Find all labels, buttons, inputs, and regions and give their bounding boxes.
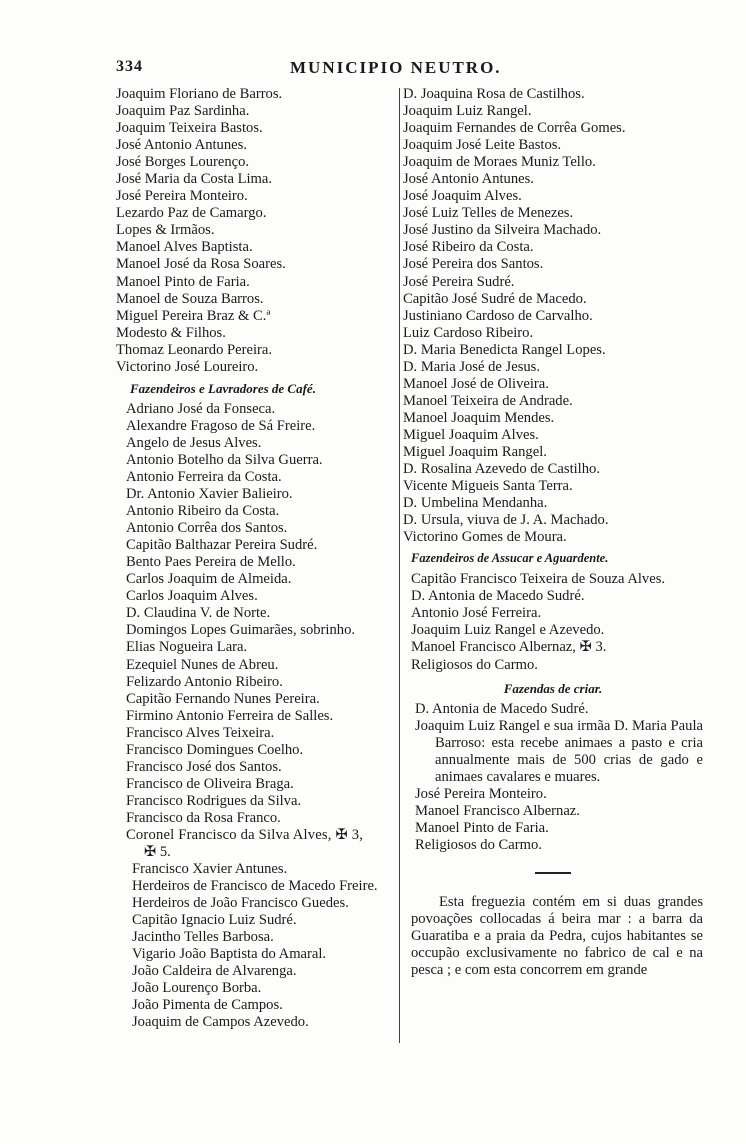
cafe-heading: Fazendeiros e Lavradores de Café.	[130, 380, 316, 396]
list-item: Capitão Balthazar Pereira Sudré.	[126, 537, 318, 554]
assucar-name-list	[411, 588, 703, 673]
list-item: Firmino Antonio Ferreira de Salles.	[126, 707, 334, 724]
list-item: Justiniano Cardoso de Carvalho.	[403, 307, 593, 324]
list-item: Miguel Joaquim Rangel.	[403, 443, 547, 460]
list-item: Joaquim Paz Sardinha.	[116, 103, 250, 120]
list-item: Francisco Xavier Antunes.	[132, 861, 288, 878]
list-item: Carlos Joaquim de Almeida.	[126, 571, 292, 588]
list-item: Manoel Teixeira de Andrade.	[403, 392, 573, 409]
list-item: Dr. Antonio Xavier Balieiro.	[126, 486, 293, 503]
list-item: José Antonio Antunes.	[116, 137, 247, 154]
list-item: Religiosos do Carmo.	[415, 836, 542, 853]
list-item: Antonio Ferreira da Costa.	[126, 468, 282, 485]
criar-heading: Fazendas de criar.	[503, 680, 603, 696]
list-item: Francisco Domingues Coelho.	[126, 741, 304, 758]
list-item: Manoel Pinto de Faria.	[415, 819, 549, 836]
list-item: D. Maria José de Jesus.	[403, 358, 540, 375]
right-column	[403, 86, 703, 979]
list-item: Francisco José dos Santos.	[126, 758, 282, 775]
list-item: Capitão Fernando Nunes Pereira.	[126, 690, 320, 707]
list-item: Elias Nogueira Lara.	[126, 639, 248, 656]
list-item: Francisco da Rosa Franco.	[126, 809, 281, 826]
list-item: Joaquim Luiz Rangel e Azevedo.	[411, 622, 605, 639]
list-item: D. Joaquina Rosa de Castilhos.	[403, 86, 585, 102]
list-item: Capitão José Sudré de Macedo.	[403, 290, 587, 307]
list-item: Victorino Gomes de Moura.	[403, 529, 567, 546]
list-item: José Pereira Monteiro.	[116, 188, 248, 205]
list-item: Felizardo Antonio Ribeiro.	[126, 673, 283, 690]
list-item: Joaquim Floriano de Barros.	[116, 86, 283, 102]
list-item: Angelo de Jesus Alves.	[126, 434, 262, 451]
list-item: Antonio Botelho da Silva Guerra.	[126, 451, 323, 468]
running-title: MUNICIPIO NEUTRO.	[290, 58, 502, 77]
list-item: Herdeiros de Francisco de Macedo Freire.	[132, 878, 378, 895]
list-item: Victorino José Loureiro.	[116, 358, 259, 375]
list-item: José Joaquim Alves.	[403, 188, 522, 205]
page-header	[0, 58, 746, 84]
list-item: Joaquim de Campos Azevedo.	[132, 1014, 309, 1031]
list-item: Manoel Alves Baptista.	[116, 239, 253, 256]
list-item: Francisco Rodrigues da Silva.	[126, 792, 302, 809]
list-item: Manoel Joaquim Mendes.	[403, 409, 555, 426]
list-item: Luiz Cardoso Ribeiro.	[403, 324, 534, 341]
list-item: Manoel Francisco Albernaz, ✠ 3.	[411, 639, 607, 656]
list-item: Antonio José Ferreira.	[411, 605, 542, 622]
cafe-name-list-continued	[116, 861, 408, 1031]
list-item: Lezardo Paz de Camargo.	[116, 205, 267, 222]
list-item: José Justino da Silveira Machado.	[403, 222, 602, 239]
list-item: D. Antonia de Macedo Sudré.	[411, 588, 585, 605]
list-item: Adriano José da Fonseca.	[126, 400, 276, 417]
list-item: Manoel José da Rosa Soares.	[116, 256, 286, 273]
list-item: Coronel Francisco da Silva Alves, ✠ 3,	[126, 826, 364, 843]
page-number: 334	[116, 58, 143, 75]
list-item: Domingos Lopes Guimarães, sobrinho.	[126, 622, 356, 639]
list-item: Carlos Joaquim Alves.	[126, 588, 258, 605]
list-item: Herdeiros de João Francisco Guedes.	[132, 895, 349, 912]
list-item: João Pimenta de Campos.	[132, 997, 283, 1014]
list-item: João Caldeira de Alvarenga.	[132, 963, 297, 980]
list-item: Vigario João Baptista do Amaral.	[132, 946, 327, 963]
cafe-name-list-continued-right	[403, 86, 703, 546]
list-item: Joaquim Fernandes de Corrêa Gomes.	[403, 120, 626, 137]
list-item: Capitão Ignacio Luiz Sudré.	[132, 912, 297, 929]
list-item: José Ribeiro da Costa.	[403, 239, 534, 256]
list-item: Miguel Joaquim Alves.	[403, 426, 539, 443]
criar-section	[403, 701, 703, 854]
list-item: D. Maria Benedicta Rangel Lopes.	[403, 341, 606, 358]
list-item: D. Umbelina Mendanha.	[403, 495, 548, 512]
freguezia-paragraph: Esta freguezia contém em si duas grandes povoações collocadas á beira mar : a barra da Guaratiba e a praia da Pedra, cujos habitantes se occupão exclusivamente no fabrico de cal e na pesca ; e com esta concorrem em grande	[411, 893, 703, 978]
list-item: Joaquim de Moraes Muniz Tello.	[403, 154, 596, 171]
list-item: Religiosos do Carmo.	[411, 656, 538, 673]
coronel-entry	[116, 827, 408, 861]
list-item: Antonio Ribeiro da Costa.	[126, 503, 280, 520]
list-item: José Pereira Sudré.	[403, 273, 515, 290]
criar-name-list	[415, 786, 703, 854]
list-item: Joaquim Luiz Rangel e sua irmãa D. Maria Paula Barroso: esta recebe animaes a pasto e cria annualmente mais de 500 crias de gado e animaes cavalares e muares.	[415, 717, 703, 785]
list-item: Jacintho Telles Barbosa.	[132, 929, 274, 946]
list-item: Manoel Pinto de Faria.	[116, 273, 250, 290]
section-rule	[535, 872, 571, 874]
list-item: Joaquim Teixeira Bastos.	[116, 120, 263, 137]
cafe-name-list	[116, 401, 408, 827]
top-name-list	[116, 86, 408, 376]
list-item: Joaquim Luiz Rangel.	[403, 103, 532, 120]
list-item: José Maria da Costa Lima.	[116, 171, 273, 188]
list-item: D. Ursula, viuva de J. A. Machado.	[403, 512, 609, 529]
list-item: Modesto & Filhos.	[116, 324, 226, 341]
list-item: Vicente Migueis Santa Terra.	[403, 478, 573, 495]
list-item: Capitão Francisco Teixeira de Souza Alves.	[411, 571, 666, 588]
list-item: Ezequiel Nunes de Abreu.	[126, 656, 279, 673]
list-item: Bento Paes Pereira de Mello.	[126, 554, 296, 571]
list-item: Francisco de Oliveira Braga.	[126, 775, 294, 792]
list-item: D. Claudina V. de Norte.	[126, 605, 271, 622]
list-item: Miguel Pereira Braz & C.ª	[116, 307, 271, 324]
list-item: D. Rosalina Azevedo de Castilho.	[403, 461, 600, 478]
list-item: Joaquim José Leite Bastos.	[403, 137, 562, 154]
list-item: Alexandre Fragoso de Sá Freire.	[126, 417, 316, 434]
list-item: José Borges Lourenço.	[116, 154, 250, 171]
list-item: João Lourenço Borba.	[132, 980, 262, 997]
list-item: José Antonio Antunes.	[403, 171, 534, 188]
assucar-section	[403, 571, 703, 673]
list-item: Antonio Corrêa dos Santos.	[126, 520, 288, 537]
list-item: D. Antonia de Macedo Sudré.	[415, 700, 589, 717]
list-item: Manoel Francisco Albernaz.	[415, 802, 580, 819]
list-item: Manoel José de Oliveira.	[403, 375, 549, 392]
list-item: José Pereira dos Santos.	[403, 256, 544, 273]
left-column	[116, 86, 408, 1032]
list-item: Manoel de Souza Barros.	[116, 290, 264, 307]
list-item: Lopes & Irmãos.	[116, 222, 215, 239]
list-item: José Luiz Telles de Menezes.	[403, 205, 574, 222]
list-item-continuation: ✠ 5.	[144, 844, 171, 861]
list-item: José Pereira Monteiro.	[415, 785, 547, 802]
assucar-heading: Fazendeiros de Assucar e Aguardente.	[411, 551, 609, 566]
list-item: Thomaz Leonardo Pereira.	[116, 341, 272, 358]
list-item: Francisco Alves Teixeira.	[126, 724, 275, 741]
